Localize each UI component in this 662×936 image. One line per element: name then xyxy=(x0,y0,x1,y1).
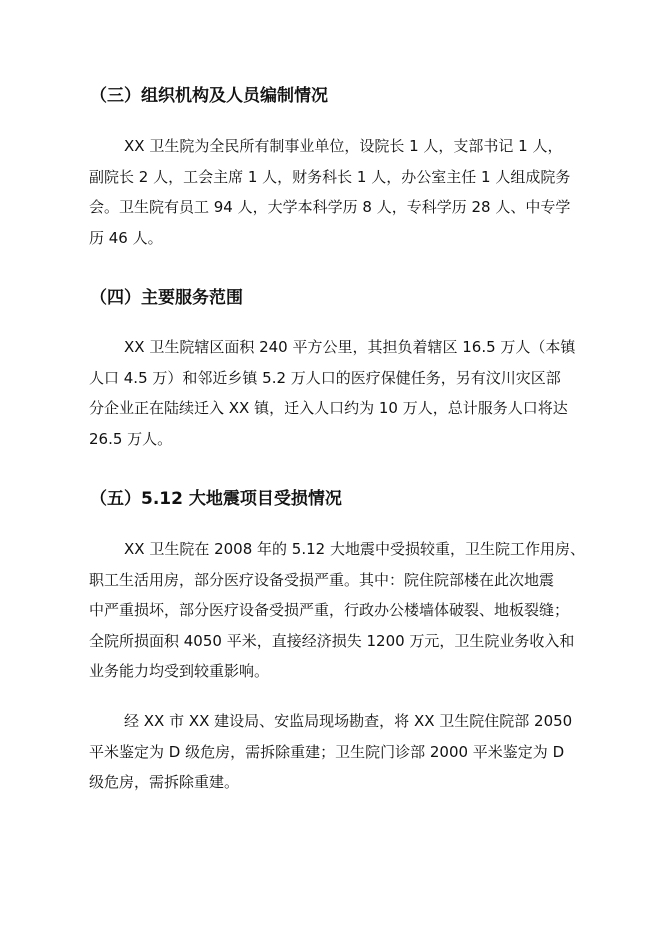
paragraph-line: 平米鉴定为 D 级危房，需拆除重建；卫生院门诊部 2000 平米鉴定为 D xyxy=(89,742,565,761)
paragraph-line: 业务能力均受到较重影响。 xyxy=(89,662,270,681)
section-3-heading: （三）组织机构及人员编制情况 xyxy=(90,86,328,106)
paragraph-line: 经 XX 市 XX 建设局、安监局现场勘查，将 XX 卫生院住院部 2050 xyxy=(124,712,573,730)
section-4-paragraph-1 xyxy=(89,332,575,454)
section-5-heading: （五）5.12 大地震项目受损情况 xyxy=(90,489,342,509)
section-5-paragraph-2 xyxy=(89,706,572,798)
paragraph-line: 级危房，需拆除重建。 xyxy=(89,773,240,792)
paragraph-line: 分企业正在陆续迁入 XX 镇，迁入人口约为 10 万人，总计服务人口将达 xyxy=(89,399,568,418)
paragraph-line: 历 46 人。 xyxy=(89,228,163,247)
paragraph-line: 全院所损面积 4050 平米，直接经济损失 1200 万元，卫生院业务收入和 xyxy=(89,631,575,650)
paragraph-line: 中严重损坏，部分医疗设备受损严重，行政办公楼墙体破裂、地板裂缝； xyxy=(89,601,570,620)
section-3-paragraph-1 xyxy=(89,131,570,253)
paragraph-line: 职工生活用房，部分医疗设备受损严重。其中：院住院部楼在此次地震 xyxy=(89,570,555,589)
paragraph-line: XX 卫生院为全民所有制事业单位，设院长 1 人，支部书记 1 人， xyxy=(124,137,563,155)
paragraph-line: 26.5 万人。 xyxy=(89,429,173,448)
section-4-heading: （四）主要服务范围 xyxy=(90,288,243,308)
paragraph-line: XX 卫生院在 2008 年的 5.12 大地震中受损较重，卫生院工作用房、 xyxy=(124,540,585,558)
paragraph-line: 副院长 2 人，工会主席 1 人，财务科长 1 人，办公室主任 1 人组成院务 xyxy=(89,167,571,186)
paragraph-line: XX 卫生院辖区面积 240 平方公里，其担负着辖区 16.5 万人（本镇 xyxy=(124,338,576,356)
section-5-paragraph-1 xyxy=(89,534,585,687)
paragraph-line: 会。卫生院有员工 94 人，大学本科学历 8 人，专科学历 28 人、中专学 xyxy=(89,198,571,217)
paragraph-line: 人口 4.5 万）和邻近乡镇 5.2 万人口的医疗保健任务，另有汶川灾区部 xyxy=(89,368,561,387)
